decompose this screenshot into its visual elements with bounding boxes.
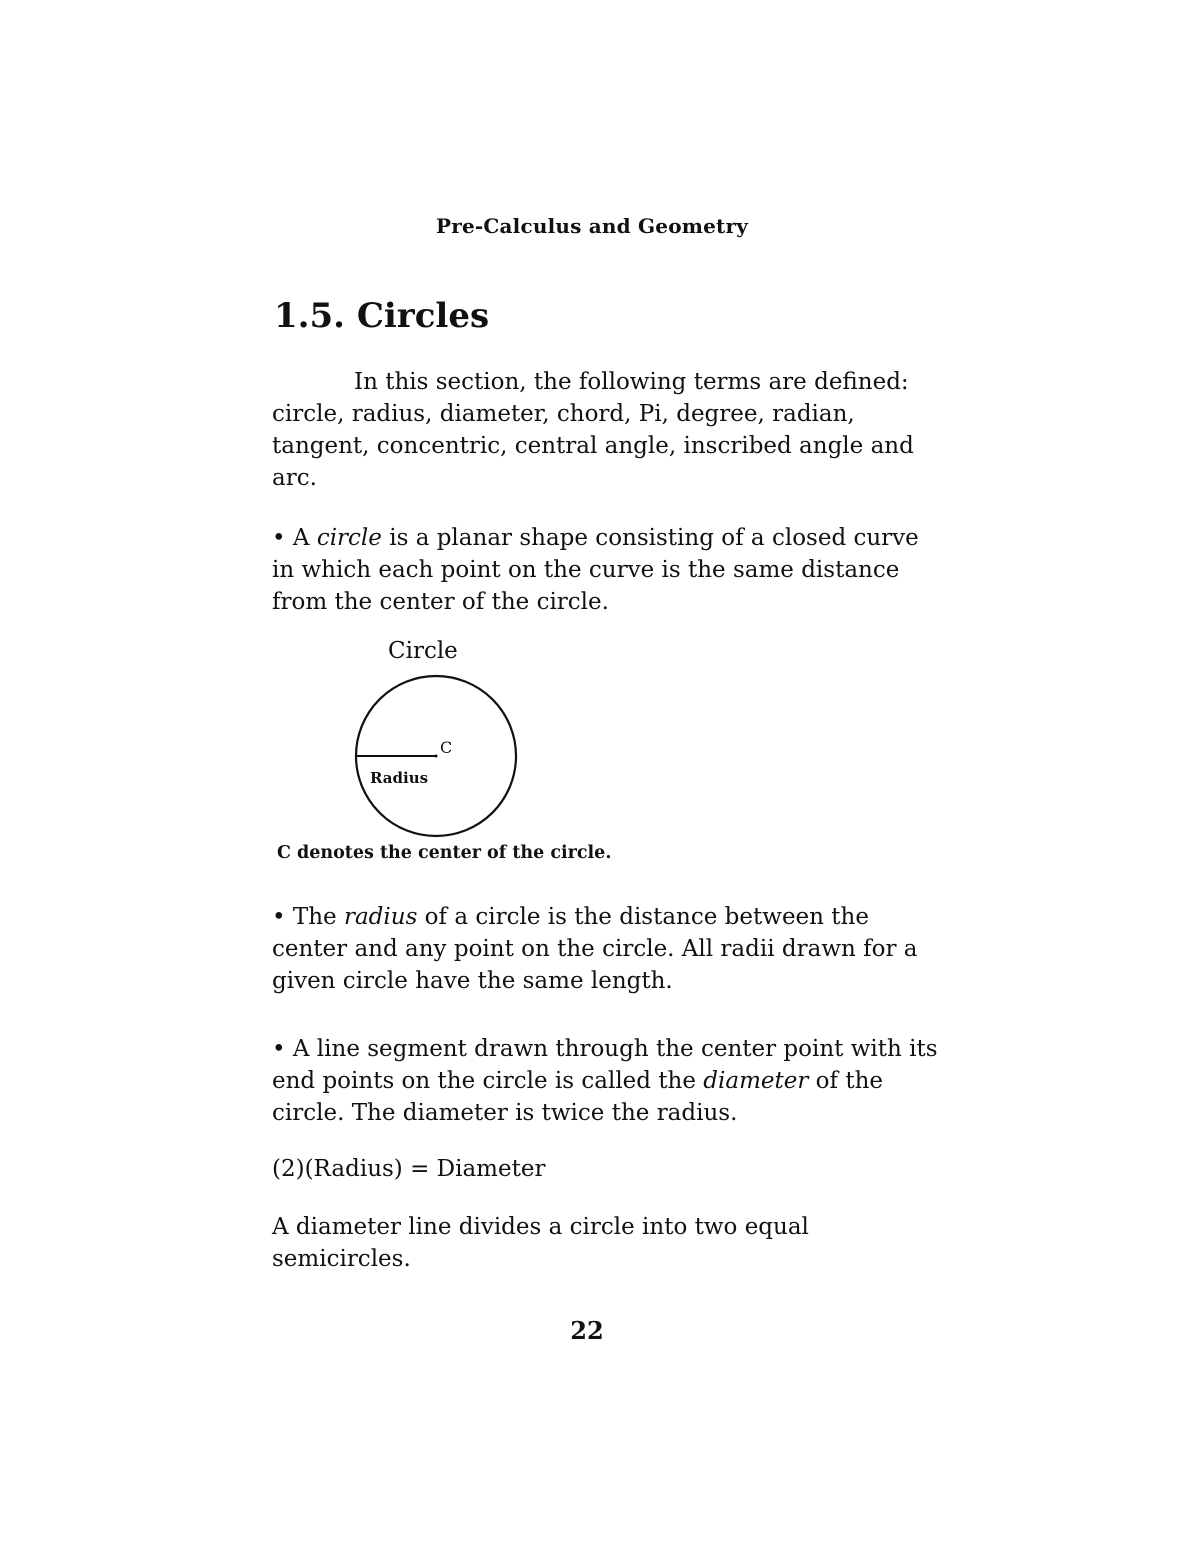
term-diameter: diameter [703, 1068, 809, 1094]
center-label: C [440, 738, 453, 757]
radius-definition-text: of a circle is the distance between the center and any point on the circle. All radii drawn for a given circle have the same length. [272, 904, 918, 994]
term-radius: radius [343, 904, 418, 930]
term-circle: circle [316, 525, 382, 551]
bullet-prefix: • A [272, 525, 317, 551]
radius-label: Radius [370, 769, 429, 787]
page-number: 22 [570, 1316, 604, 1345]
circle-definition-text: is a planar shape consisting of a closed curve in which each point on the curve is the same distance from the center of the circle. [272, 525, 919, 615]
diameter-definition-text: of the circle. The diameter is twice the radius. [272, 1068, 884, 1126]
diameter-definition [272, 1033, 942, 1129]
circle-figure [330, 638, 550, 848]
bullet-prefix: • The [272, 904, 344, 930]
bullet-prefix: • A line segment drawn through the center point with its end points on the circle is called the [272, 1036, 938, 1094]
section-title: 1.5. Circles [274, 296, 490, 336]
figure-title: Circle [388, 638, 458, 664]
figure-caption: C denotes the center of the circle. [277, 843, 612, 863]
center-point [435, 755, 438, 758]
semicircle-paragraph: A diameter line divides a circle into two equal semicircles. [272, 1214, 809, 1272]
radius-definition [272, 901, 942, 997]
diameter-formula: (2)(Radius) = Diameter [272, 1156, 546, 1182]
intro-paragraph [272, 366, 942, 494]
circle-definition [272, 522, 942, 618]
running-header: Pre-Calculus and Geometry [435, 214, 749, 238]
intro-text: In this section, the following terms are defined: circle, radius, diameter, chord, Pi, degree, radian, tangent, concentric, central angle, inscribed angle and arc. [272, 369, 914, 491]
circle-diagram [330, 672, 530, 848]
